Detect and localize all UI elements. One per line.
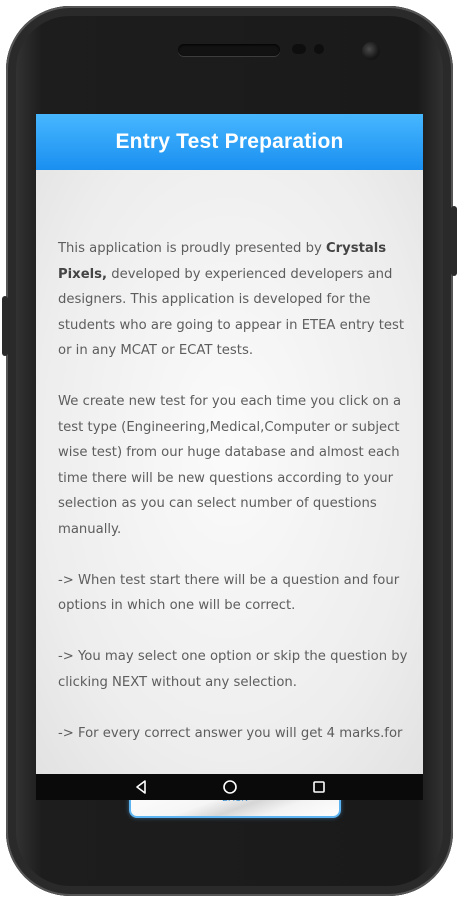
about-paragraph-skip: -> You may select one option or skip the question by clicking NEXT without any selection. [58, 649, 408, 690]
volume-button [2, 296, 8, 356]
system-nav-bar [36, 774, 423, 800]
page-title: Entry Test Preparation [115, 130, 344, 153]
intro-suffix: developed by experienced developers and designers. This application is developed for the students who are going to appear in ETEA entry test or in any MCAT or ECAT tests. [58, 266, 405, 358]
about-text [58, 236, 408, 772]
home-circle-icon[interactable] [218, 775, 242, 799]
back-triangle-icon[interactable] [129, 775, 153, 799]
about-paragraph-start: -> When test start there will be a question and four options in which one will be correct. [58, 572, 400, 613]
about-paragraph-marks: -> For every correct answer you will get 4 marks.for [58, 725, 403, 741]
intro-prefix: This application is proudly presented by [58, 241, 326, 256]
brand-name: Crystals Pixels, [58, 241, 387, 282]
about-paragraph-tests: We create new test for you each time you click on a test type (Engineering,Medical,Computer or subject wise test) from our huge database and almost each time there will be new questions according to your selection as you can select number of questions manually. [58, 394, 402, 537]
about-paragraph-intro [58, 236, 408, 364]
power-button [451, 206, 457, 276]
screen [36, 114, 423, 800]
phone-frame [6, 6, 453, 896]
recents-square-icon[interactable] [307, 775, 331, 799]
light-sensor [314, 44, 324, 54]
earpiece-speaker [178, 44, 280, 56]
front-camera [362, 42, 380, 60]
content-area[interactable] [36, 170, 423, 774]
title-bar [36, 114, 423, 170]
proximity-sensor [292, 44, 306, 54]
